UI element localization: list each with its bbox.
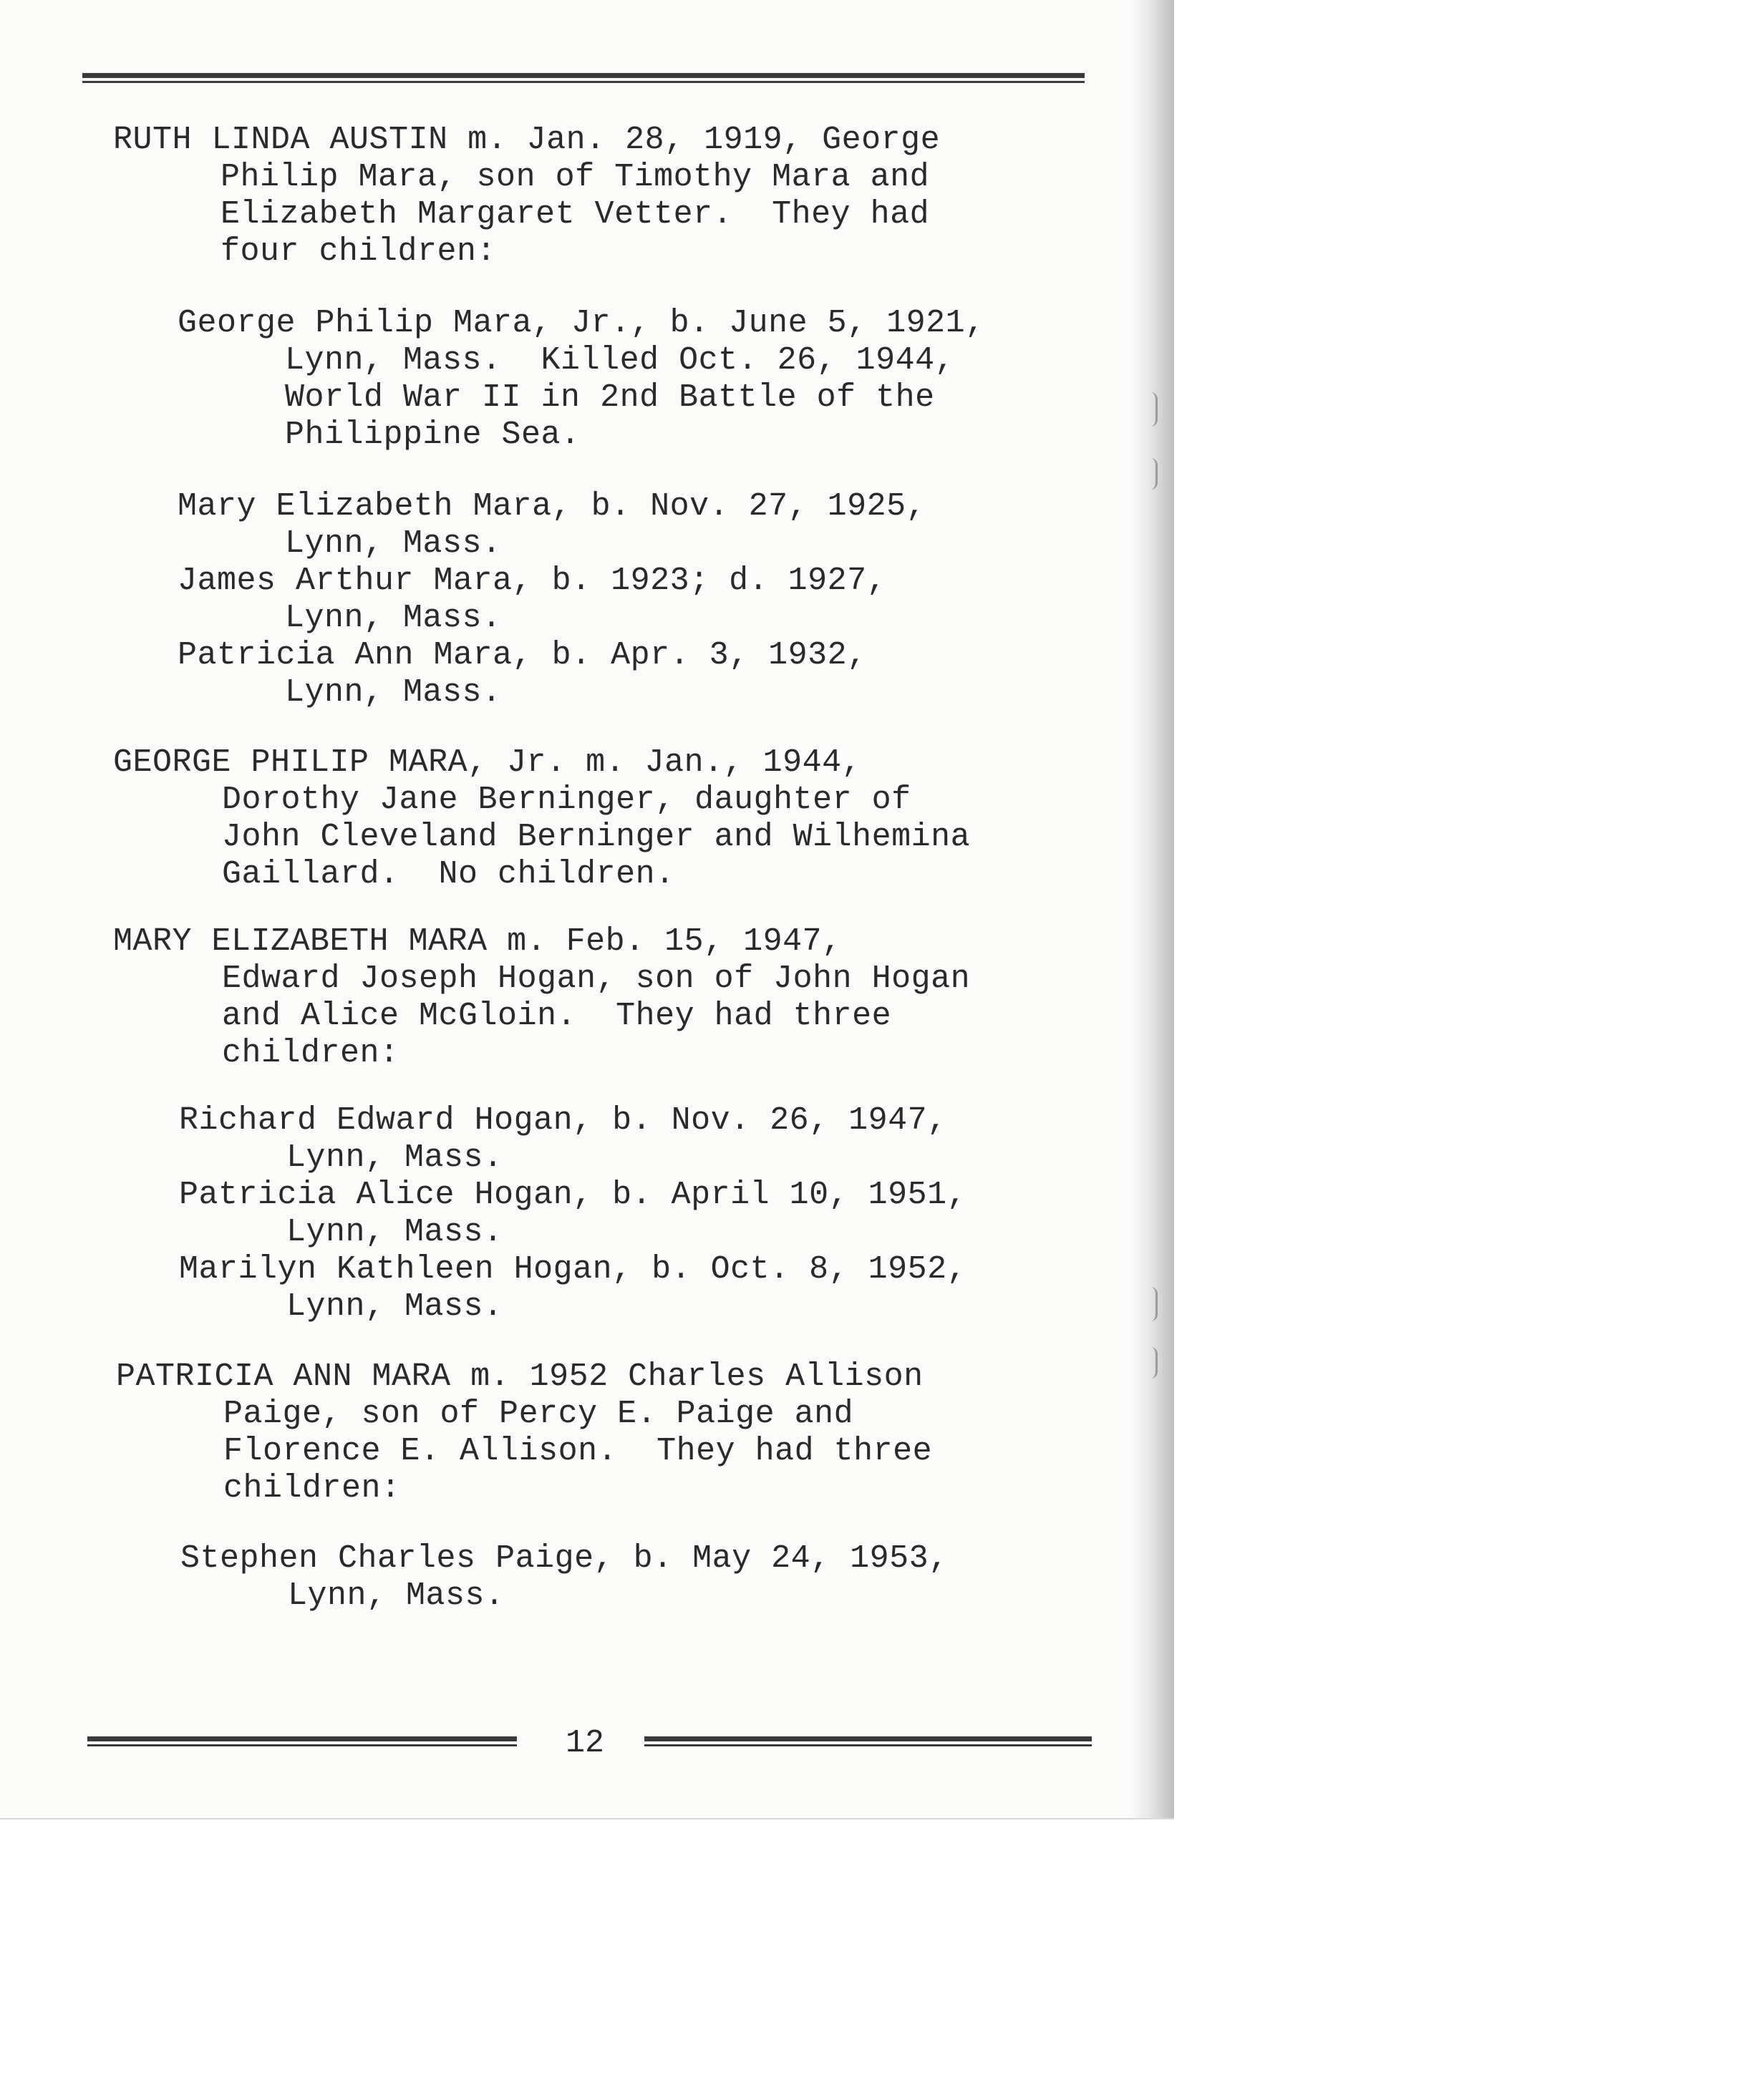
text-line: Philippine Sea.: [285, 417, 581, 453]
footer-rule-right: [644, 1736, 1092, 1748]
staple-mark: [1148, 392, 1158, 427]
text-line: Stephen Charles Paige, b. May 24, 1953,: [180, 1540, 949, 1577]
text-line: Gaillard. No children.: [222, 856, 675, 893]
staple-mark: [1148, 1287, 1158, 1321]
text-line: PATRICIA ANN MARA m. 1952 Charles Allison: [116, 1358, 924, 1395]
text-line: George Philip Mara, Jr., b. June 5, 1921,: [178, 305, 985, 341]
page-edge-shadow: [1131, 0, 1174, 1818]
text-line: Lynn, Mass.: [285, 525, 502, 562]
text-line: Patricia Alice Hogan, b. April 10, 1951,: [179, 1177, 967, 1213]
text-line: Lynn, Mass.: [286, 1214, 503, 1250]
text-line: Lynn, Mass.: [285, 600, 502, 636]
text-line: MARY ELIZABETH MARA m. Feb. 15, 1947,: [113, 923, 842, 960]
text-line: Paige, son of Percy E. Paige and: [223, 1396, 854, 1432]
footer-rule-left: [87, 1736, 517, 1748]
text-line: Dorothy Jane Berninger, daughter of: [222, 782, 911, 818]
top-double-rule: [82, 73, 1085, 84]
text-line: children:: [222, 1035, 399, 1071]
text-line: Richard Edward Hogan, b. Nov. 26, 1947,: [179, 1102, 947, 1139]
page-number: 12: [566, 1725, 605, 1761]
text-line: World War II in 2nd Battle of the: [285, 379, 935, 416]
text-line: Lynn, Mass.: [285, 674, 502, 711]
text-line: Marilyn Kathleen Hogan, b. Oct. 8, 1952,: [179, 1251, 967, 1288]
text-line: Florence E. Allison. They had three: [223, 1433, 933, 1469]
text-line: James Arthur Mara, b. 1923; d. 1927,: [178, 563, 887, 599]
text-line: Philip Mara, son of Timothy Mara and: [221, 159, 930, 195]
text-line: GEORGE PHILIP MARA, Jr. m. Jan., 1944,: [113, 744, 862, 781]
text-line: John Cleveland Berninger and Wilhemina: [222, 819, 971, 855]
text-line: Lynn, Mass.: [288, 1578, 505, 1614]
text-line: Edward Joseph Hogan, son of John Hogan: [222, 961, 971, 997]
text-line: Lynn, Mass.: [286, 1288, 503, 1325]
staple-mark: [1148, 1347, 1158, 1379]
text-line: RUTH LINDA AUSTIN m. Jan. 28, 1919, George: [113, 122, 941, 158]
staple-mark: [1148, 458, 1158, 490]
text-line: Elizabeth Margaret Vetter. They had: [221, 196, 930, 233]
text-line: Lynn, Mass.: [286, 1139, 503, 1176]
text-line: four children:: [221, 233, 497, 270]
text-line: Lynn, Mass. Killed Oct. 26, 1944,: [285, 342, 955, 379]
text-line: and Alice McGloin. They had three: [222, 998, 892, 1034]
text-line: children:: [223, 1470, 401, 1507]
text-line: Mary Elizabeth Mara, b. Nov. 27, 1925,: [178, 488, 926, 525]
text-line: Patricia Ann Mara, b. Apr. 3, 1932,: [178, 637, 867, 674]
